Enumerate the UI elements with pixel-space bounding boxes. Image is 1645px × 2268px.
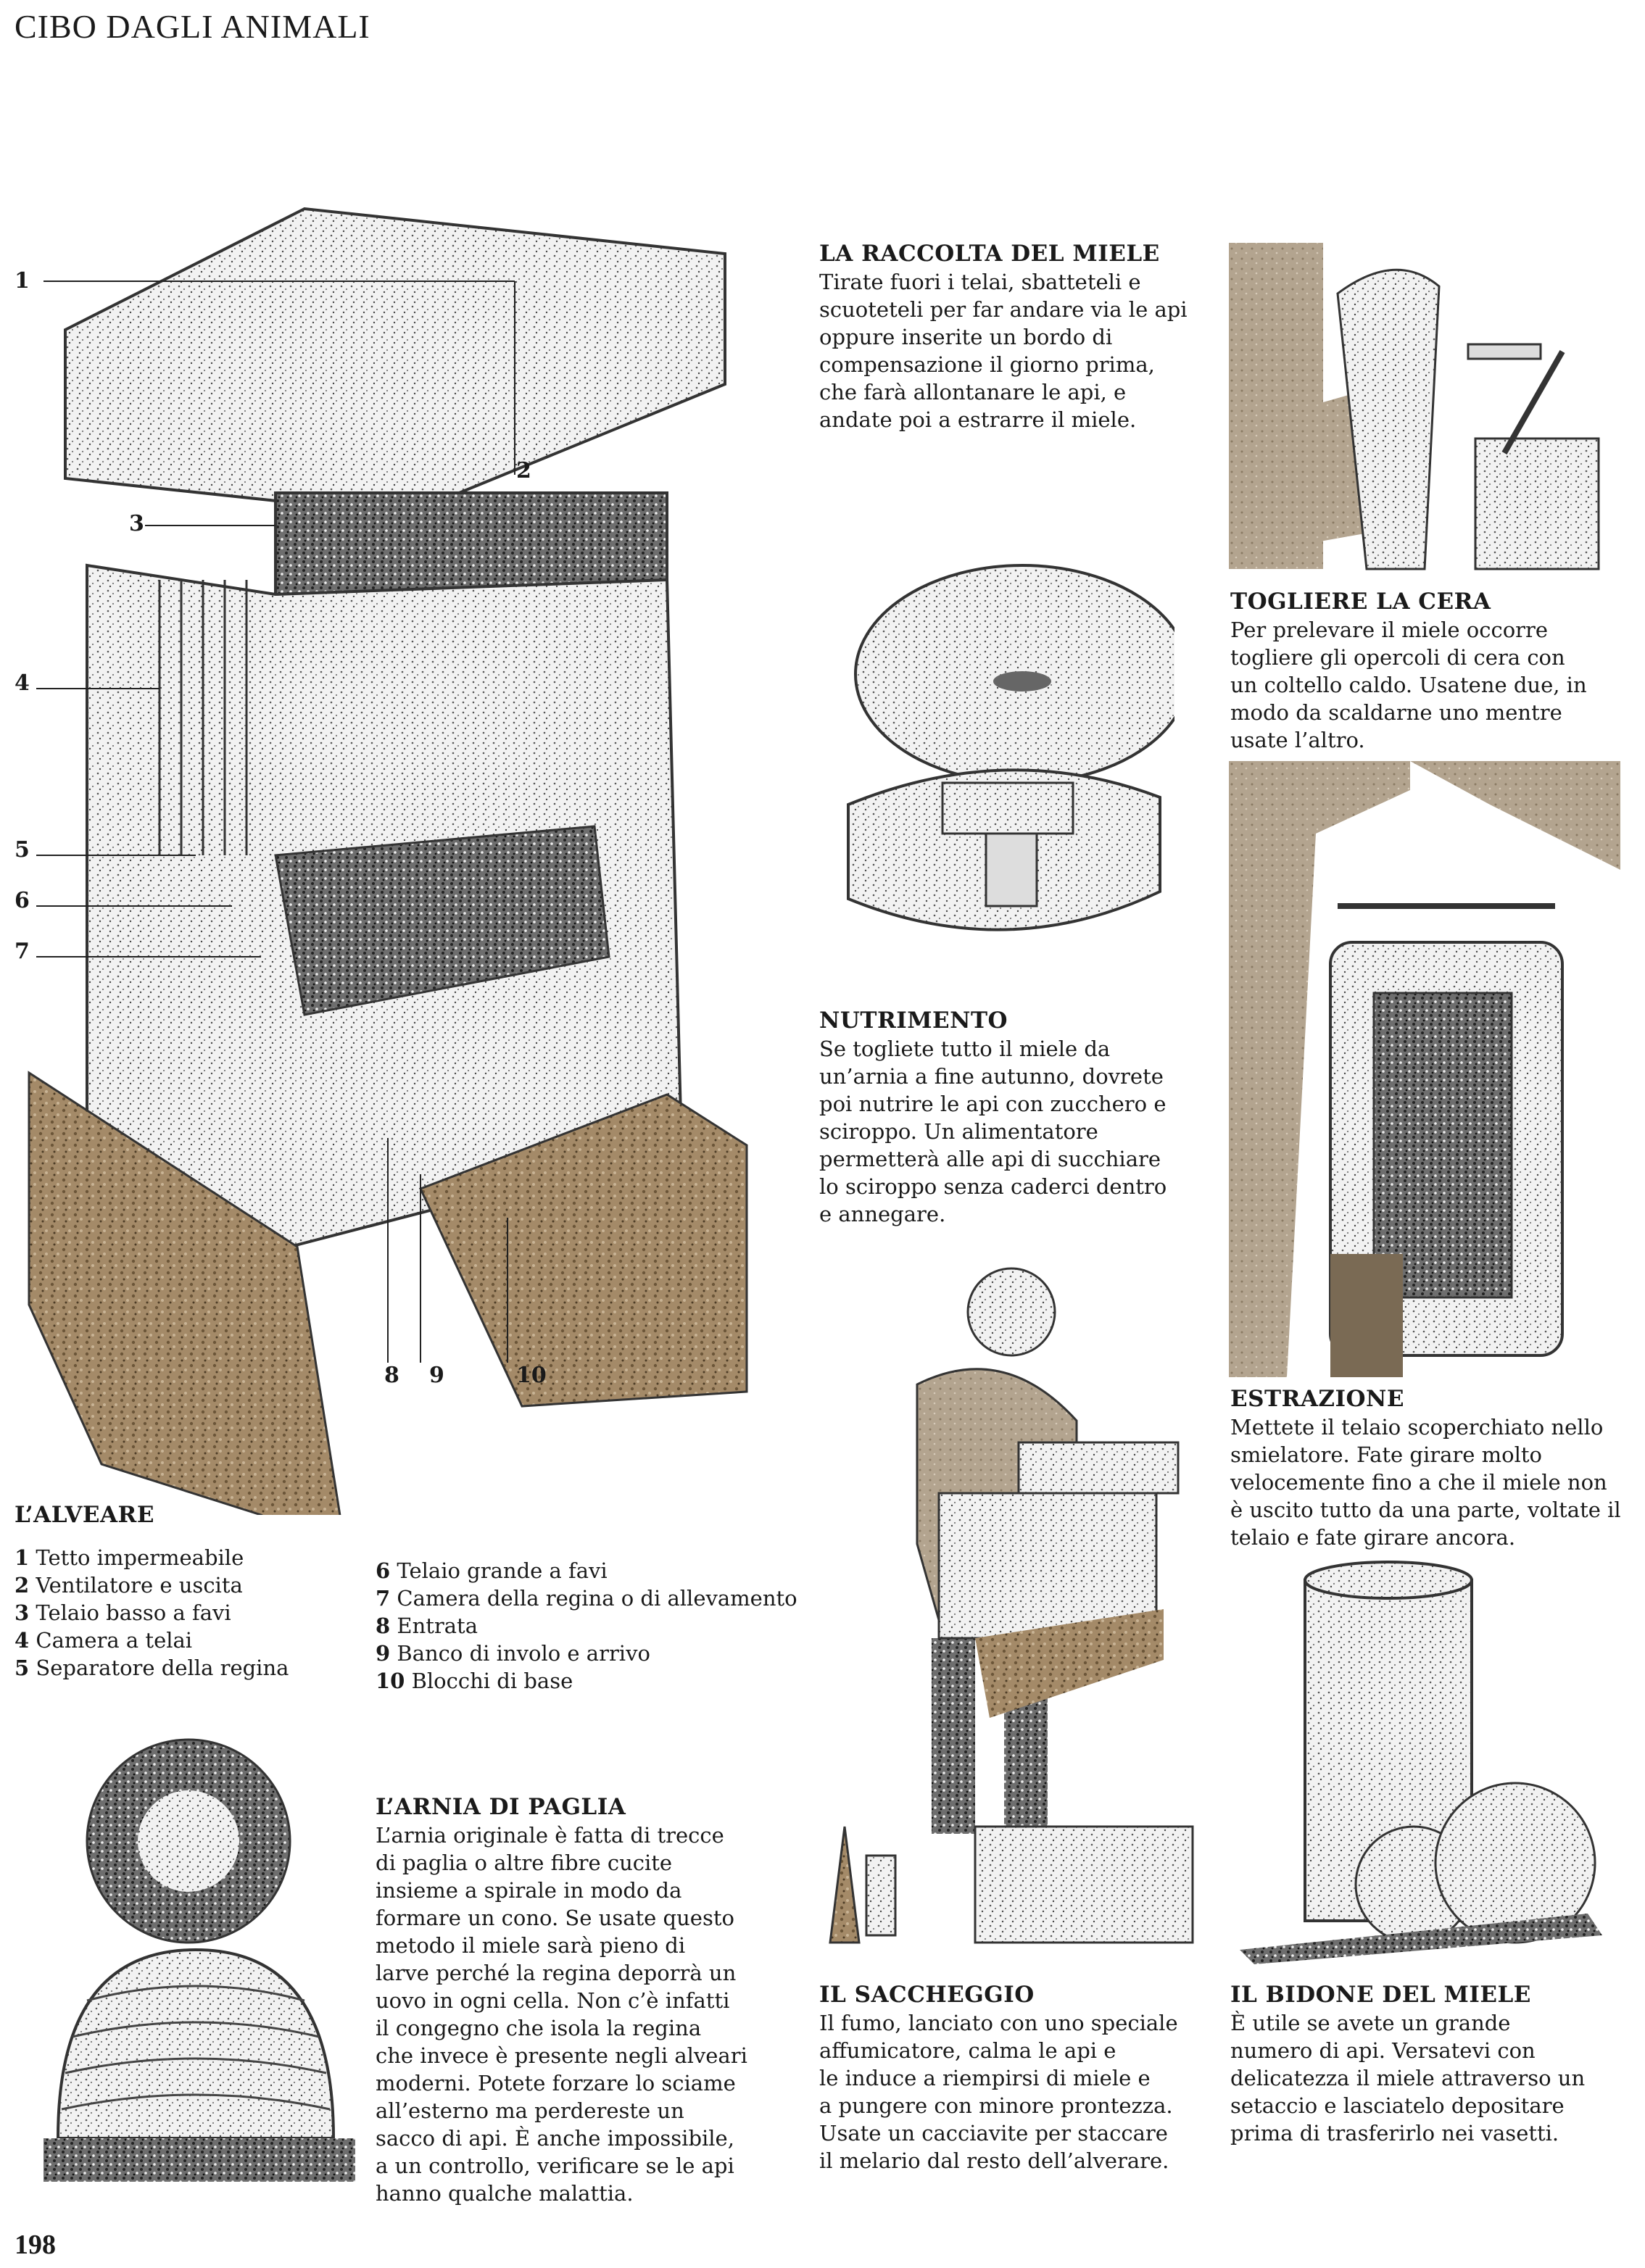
callout-7: 7 [14,939,30,964]
nutrimento-heading: NUTRIMENTO [819,1008,1008,1034]
alveare-heading: L’ALVEARE [14,1502,154,1528]
paglia-text: L’arnia originale è fatta di trecce di paglia o altre fibre cucite insieme a spirale in modo da formare un cono. Se usate questo metodo il miele sarà pieno di larve perché la regina deporrà un uovo in ogni cella. Non c’è infatti il congegno che isola la regina che invece è presente negli alveari moderni. Potete forzare lo sciame all’esterno ma perdereste un sacco di api. È anche impossibile, a un controllo, verificare se le api hanno qualche malattia. [376,1823,747,2206]
bidone-text: È utile se avete un grande numero di api. Versatevi con delicatezza il miele attraverso un setaccio e lasciatelo depositare prima di trasferirlo nei vasetti. [1230,2011,1586,2146]
estrazione-heading: ESTRAZIONE [1230,1386,1404,1412]
raccolta-text: Tirate fuori i telai, sbatteteli e scuoteteli per far andare via le api oppure inserite un bordo di compensazione il giorno prima, che farà allontanare le api, e andate poi a estrarre il miele. [819,270,1188,432]
nutrimento-text: Se togliete tutto il miele da un’arnia a fine autunno, dovrete poi nutrire le api con zucchero e sciroppo. Un alimentatore permetterà alle api di succhiare lo sciroppo senza caderci dentro e annegare. [819,1037,1167,1226]
legend-item: 7 Camera della regina o di allevamento [376,1586,797,1611]
legend-item: 9 Banco di involo e arrivo [376,1641,650,1666]
honey-tank-illustration [1225,1558,1617,1964]
callout-5: 5 [14,837,30,863]
legend-item: 6 Telaio grande a favi [376,1558,608,1583]
callout-2: 2 [516,458,531,483]
legend-item: 10 Blocchi di base [376,1669,573,1693]
saccheggio-text: Il fumo, lanciato con uno speciale affumicatore, calma le api e le induce a riempirsi di miele e a pungere con minore prontezza. Usate un cacciavite per staccare il melario dal resto dell’alverare. [819,2011,1178,2173]
smoker-and-super-illustration [816,1812,1207,1950]
callout-9: 9 [429,1363,444,1388]
legend-item: 1 Tetto impermeabile [14,1545,244,1570]
callout-1: 1 [14,268,30,294]
bidone-heading: IL BIDONE DEL MIELE [1230,1982,1531,2008]
running-head: CIBO DAGLI ANIMALI [14,8,370,45]
paglia-heading: L’ARNIA DI PAGLIA [376,1794,626,1820]
cera-heading: TOGLIERE LA CERA [1230,589,1491,615]
callout-6: 6 [14,888,30,913]
callout-3: 3 [129,511,144,536]
alveare-legend-right [376,1557,797,1695]
legend-item: 5 Separatore della regina [14,1656,289,1680]
saccheggio-heading: IL SACCHEGGIO [819,1982,1035,2008]
legend-item: 2 Ventilatore e uscita [14,1573,243,1598]
estrazione-text: Mettete il telaio scoperchiato nello smielatore. Fate girare molto velocemente fino a che il miele non è uscito tutto da una parte, voltate il telaio e fate girare ancora. [1230,1415,1621,1550]
beekeeper-illustration [816,1254,1193,1848]
honey-extractor-illustration [1229,761,1620,1377]
callout-8: 8 [384,1363,399,1388]
capping-knife-illustration [1229,236,1613,576]
raccolta-heading: LA RACCOLTA DEL MIELE [819,241,1160,267]
callout-10: 10 [516,1363,547,1388]
page-number: 198 [14,2230,56,2260]
straw-skep-illustration [43,1732,355,2196]
feeder-illustration [841,558,1174,971]
legend-item: 8 Entrata [376,1613,478,1638]
legend-item: 3 Telaio basso a favi [14,1600,231,1625]
alveare-legend-left [14,1544,289,1682]
legend-item: 4 Camera a telai [14,1628,193,1653]
callout-4: 4 [14,670,30,696]
cera-text: Per prelevare il miele occorre togliere gli opercoli di cera con un coltello caldo. Usatene due, in modo da scaldarne uno mentre usate l’altro. [1230,618,1587,752]
hive-cutaway-illustration [14,203,761,1515]
